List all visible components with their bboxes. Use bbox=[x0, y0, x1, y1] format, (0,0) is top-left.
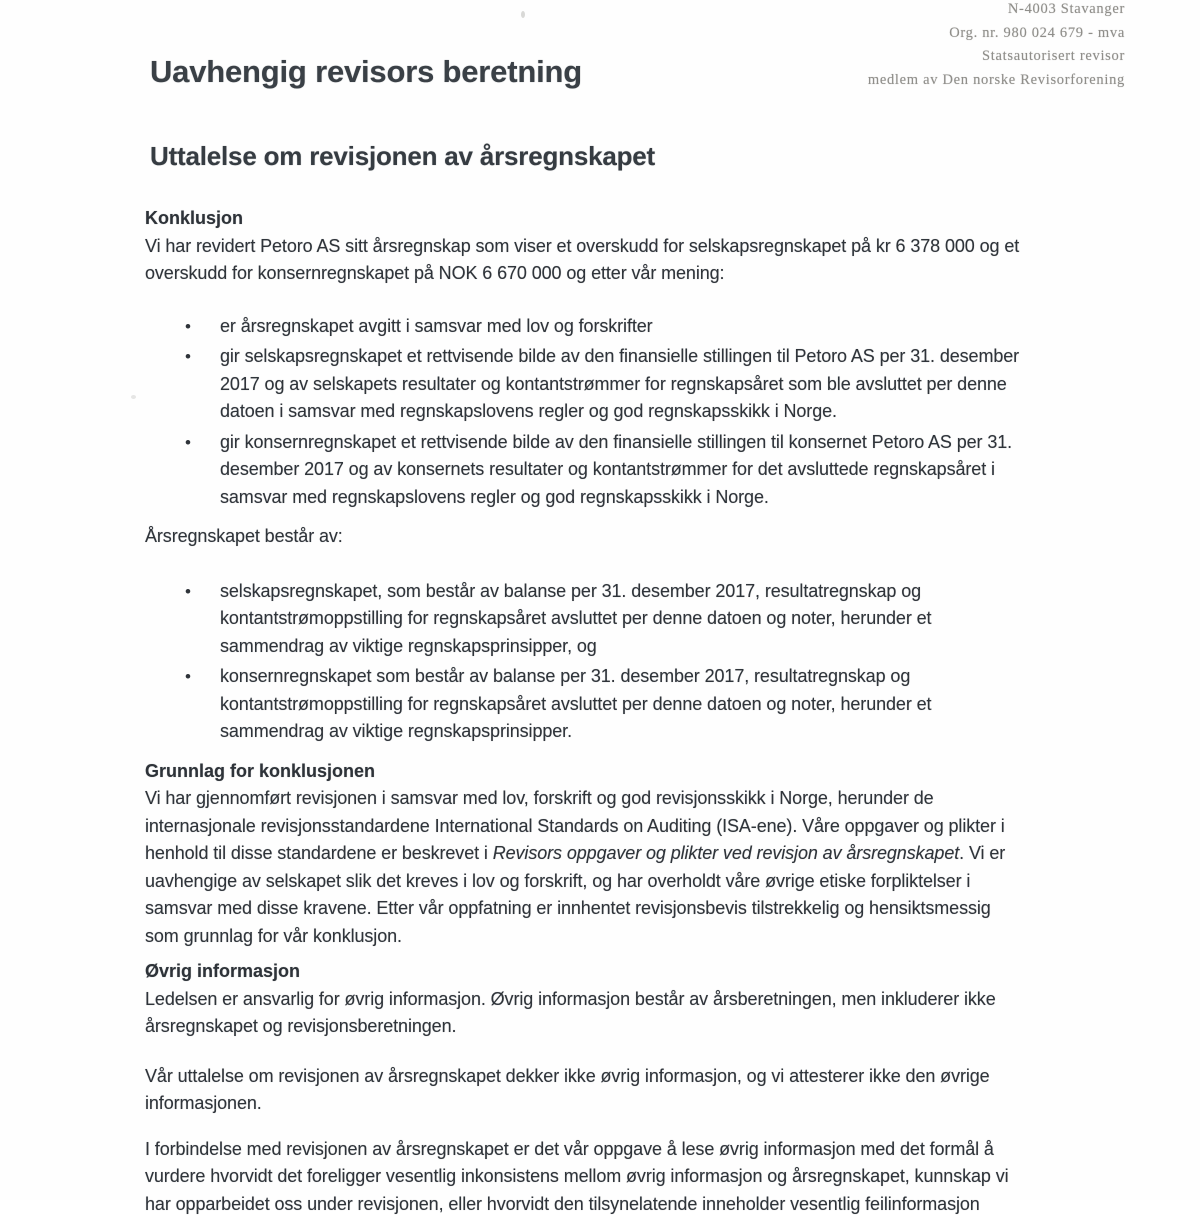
paragraph bbox=[145, 233, 1075, 288]
text: har opparbeidet oss under revisjonen, eller hvorvidt den tilsynelatende inneholder vesentlig feilinformasjon bbox=[145, 1194, 980, 1214]
text: årsregnskapet og revisjonsberetningen. bbox=[145, 1016, 456, 1036]
paragraph-line bbox=[145, 233, 1075, 261]
text: samsvar med disse kravene. Etter vår oppfatning er innhentet revisjonsbevis tilstrekkelig og hensiktsmessig bbox=[145, 898, 991, 918]
paragraph-line bbox=[145, 1063, 1075, 1091]
bullet-list bbox=[145, 578, 1075, 746]
bullet-line bbox=[220, 343, 1075, 371]
paragraph-line bbox=[145, 813, 1075, 841]
paragraph-line bbox=[145, 1090, 1075, 1118]
text: . Vi er bbox=[959, 843, 1005, 863]
bullet-line bbox=[220, 633, 1075, 661]
paragraph-line bbox=[145, 895, 1075, 923]
bullet-icon: • bbox=[145, 429, 220, 512]
bullet-list bbox=[145, 313, 1075, 512]
bullet-icon: • bbox=[145, 313, 220, 341]
bullet-line bbox=[220, 313, 1075, 341]
bullet-icon: • bbox=[145, 663, 220, 746]
paragraph-line bbox=[145, 840, 1075, 868]
bullet-item bbox=[145, 313, 1075, 341]
paragraph-line bbox=[145, 1191, 1075, 1218]
bullet-item bbox=[145, 663, 1075, 746]
report-title: Uavhengig revisors beretning bbox=[150, 55, 1075, 89]
text: desember 2017 og av konsernets resultater og kontantstrømmer for det avsluttede regnskapsåret i bbox=[220, 459, 995, 479]
bullet-item bbox=[145, 343, 1075, 426]
italic-text: Revisors oppgaver og plikter ved revisjon av årsregnskapet bbox=[493, 843, 959, 863]
text: informasjonen. bbox=[145, 1093, 262, 1113]
text: Vi har gjennomført revisjonen i samsvar med lov, forskrift og god revisjonsskikk i Norge, herunder de bbox=[145, 788, 934, 808]
text: Vår uttalelse om revisjonen av årsregnskapet dekker ikke øvrig informasjon, og vi attesterer ikke den øvrige bbox=[145, 1066, 990, 1086]
paragraph bbox=[145, 1063, 1075, 1118]
paragraph-line bbox=[145, 868, 1075, 896]
text: kontantstrømoppstilling for regnskapsåret avsluttet per denne datoen og noter, herunder et bbox=[220, 694, 931, 714]
text: I forbindelse med revisjonen av årsregnskapet er det vår oppgave å lese øvrig informasjon med det formål å bbox=[145, 1139, 994, 1159]
text: henhold til disse standardene er beskrevet i bbox=[145, 843, 493, 863]
bullet-text bbox=[220, 343, 1075, 426]
paragraph bbox=[145, 523, 1075, 551]
text: gir konsernregnskapet et rettvisende bilde av den finansielle stillingen til konsernet Petoro AS per 31. bbox=[220, 432, 1012, 452]
text: samsvar med regnskapslovens regler og god regnskapsskikk i Norge. bbox=[220, 487, 769, 507]
text: gir selskapsregnskapet et rettvisende bilde av den finansielle stillingen til Petoro AS per 31. desember bbox=[220, 346, 1019, 366]
text: sammendrag av viktige regnskapsprinsipper. bbox=[220, 721, 572, 741]
text: som grunnlag for vår konklusjon. bbox=[145, 926, 402, 946]
text: datoen i samsvar med regnskapslovens regler og god regnskapsskikk i Norge. bbox=[220, 401, 837, 421]
paragraph-line bbox=[145, 986, 1075, 1014]
text: Vi har revidert Petoro AS sitt årsregnskap som viser et overskudd for selskapsregnskapet på kr 6 378 000 og et bbox=[145, 236, 1019, 256]
paragraph bbox=[145, 986, 1075, 1041]
letterhead-line: medlem av Den norske Revisorforening bbox=[868, 69, 1125, 93]
bullet-line bbox=[220, 663, 1075, 691]
scan-artifact bbox=[131, 395, 136, 399]
bullet-line bbox=[220, 429, 1075, 457]
text: uavhengige av selskapet slik det kreves i lov og forskrift, og har overholdt våre øvrige etiske forpliktelser i bbox=[145, 871, 970, 891]
letterhead-line: Statsautorisert revisor bbox=[868, 45, 1125, 69]
letterhead-line: Org. nr. 980 024 679 - mva bbox=[868, 22, 1125, 46]
text: er årsregnskapet avgitt i samsvar med lov og forskrifter bbox=[220, 316, 653, 336]
bullet-line bbox=[220, 456, 1075, 484]
bullet-line bbox=[220, 398, 1075, 426]
section-title: Uttalelse om revisjonen av årsregnskapet bbox=[150, 142, 1075, 170]
paragraph-line bbox=[145, 523, 1075, 551]
paragraph-line bbox=[145, 1163, 1075, 1191]
paragraph bbox=[145, 1136, 1075, 1218]
text: sammendrag av viktige regnskapsprinsipper, og bbox=[220, 636, 597, 656]
bullet-line bbox=[220, 371, 1075, 399]
bullet-text bbox=[220, 578, 1075, 661]
document-blocks bbox=[145, 205, 1075, 1218]
bullet-text bbox=[220, 429, 1075, 512]
bullet-item bbox=[145, 429, 1075, 512]
text: selskapsregnskapet, som består av balanse per 31. desember 2017, resultatregnskap og bbox=[220, 581, 921, 601]
paragraph-line bbox=[145, 923, 1075, 951]
paragraph-line bbox=[145, 1013, 1075, 1041]
section-heading: Konklusjon bbox=[145, 205, 1075, 233]
bullet-line bbox=[220, 691, 1075, 719]
bullet-line bbox=[220, 484, 1075, 512]
text: konsernregnskapet som består av balanse per 31. desember 2017, resultatregnskap og bbox=[220, 666, 910, 686]
text: internasjonale revisjonsstandardene International Standards on Auditing (ISA-ene). Våre oppgaver og plikter i bbox=[145, 816, 1005, 836]
bullet-line bbox=[220, 605, 1075, 633]
text: 2017 og av selskapets resultater og kontantstrømmer for regnskapsåret som ble avsluttet per denne bbox=[220, 374, 1007, 394]
bullet-icon: • bbox=[145, 343, 220, 426]
bullet-item bbox=[145, 578, 1075, 661]
text: Årsregnskapet består av: bbox=[145, 526, 343, 546]
bullet-text bbox=[220, 663, 1075, 746]
bullet-text bbox=[220, 313, 1075, 341]
letterhead-line: N-4003 Stavanger bbox=[868, 0, 1125, 22]
text: overskudd for konsernregnskapet på NOK 6 670 000 og etter vår mening: bbox=[145, 263, 724, 283]
document-body bbox=[145, 0, 1075, 1218]
paragraph-line bbox=[145, 260, 1075, 288]
bullet-line bbox=[220, 578, 1075, 606]
section-heading: Grunnlag for konklusjonen bbox=[145, 758, 1075, 786]
bullet-icon: • bbox=[145, 578, 220, 661]
section-heading: Øvrig informasjon bbox=[145, 958, 1075, 986]
paragraph-line bbox=[145, 785, 1075, 813]
text: vurdere hvorvidt det foreligger vesentlig inkonsistens mellom øvrig informasjon og årsregnskapet, kunnskap vi bbox=[145, 1166, 1009, 1186]
text: Ledelsen er ansvarlig for øvrig informasjon. Øvrig informasjon består av årsberetningen, men inkluderer ikke bbox=[145, 989, 996, 1009]
paragraph bbox=[145, 785, 1075, 950]
bullet-line bbox=[220, 718, 1075, 746]
text: kontantstrømoppstilling for regnskapsåret avsluttet per denne datoen og noter, herunder et bbox=[220, 608, 931, 628]
paragraph-line bbox=[145, 1136, 1075, 1164]
